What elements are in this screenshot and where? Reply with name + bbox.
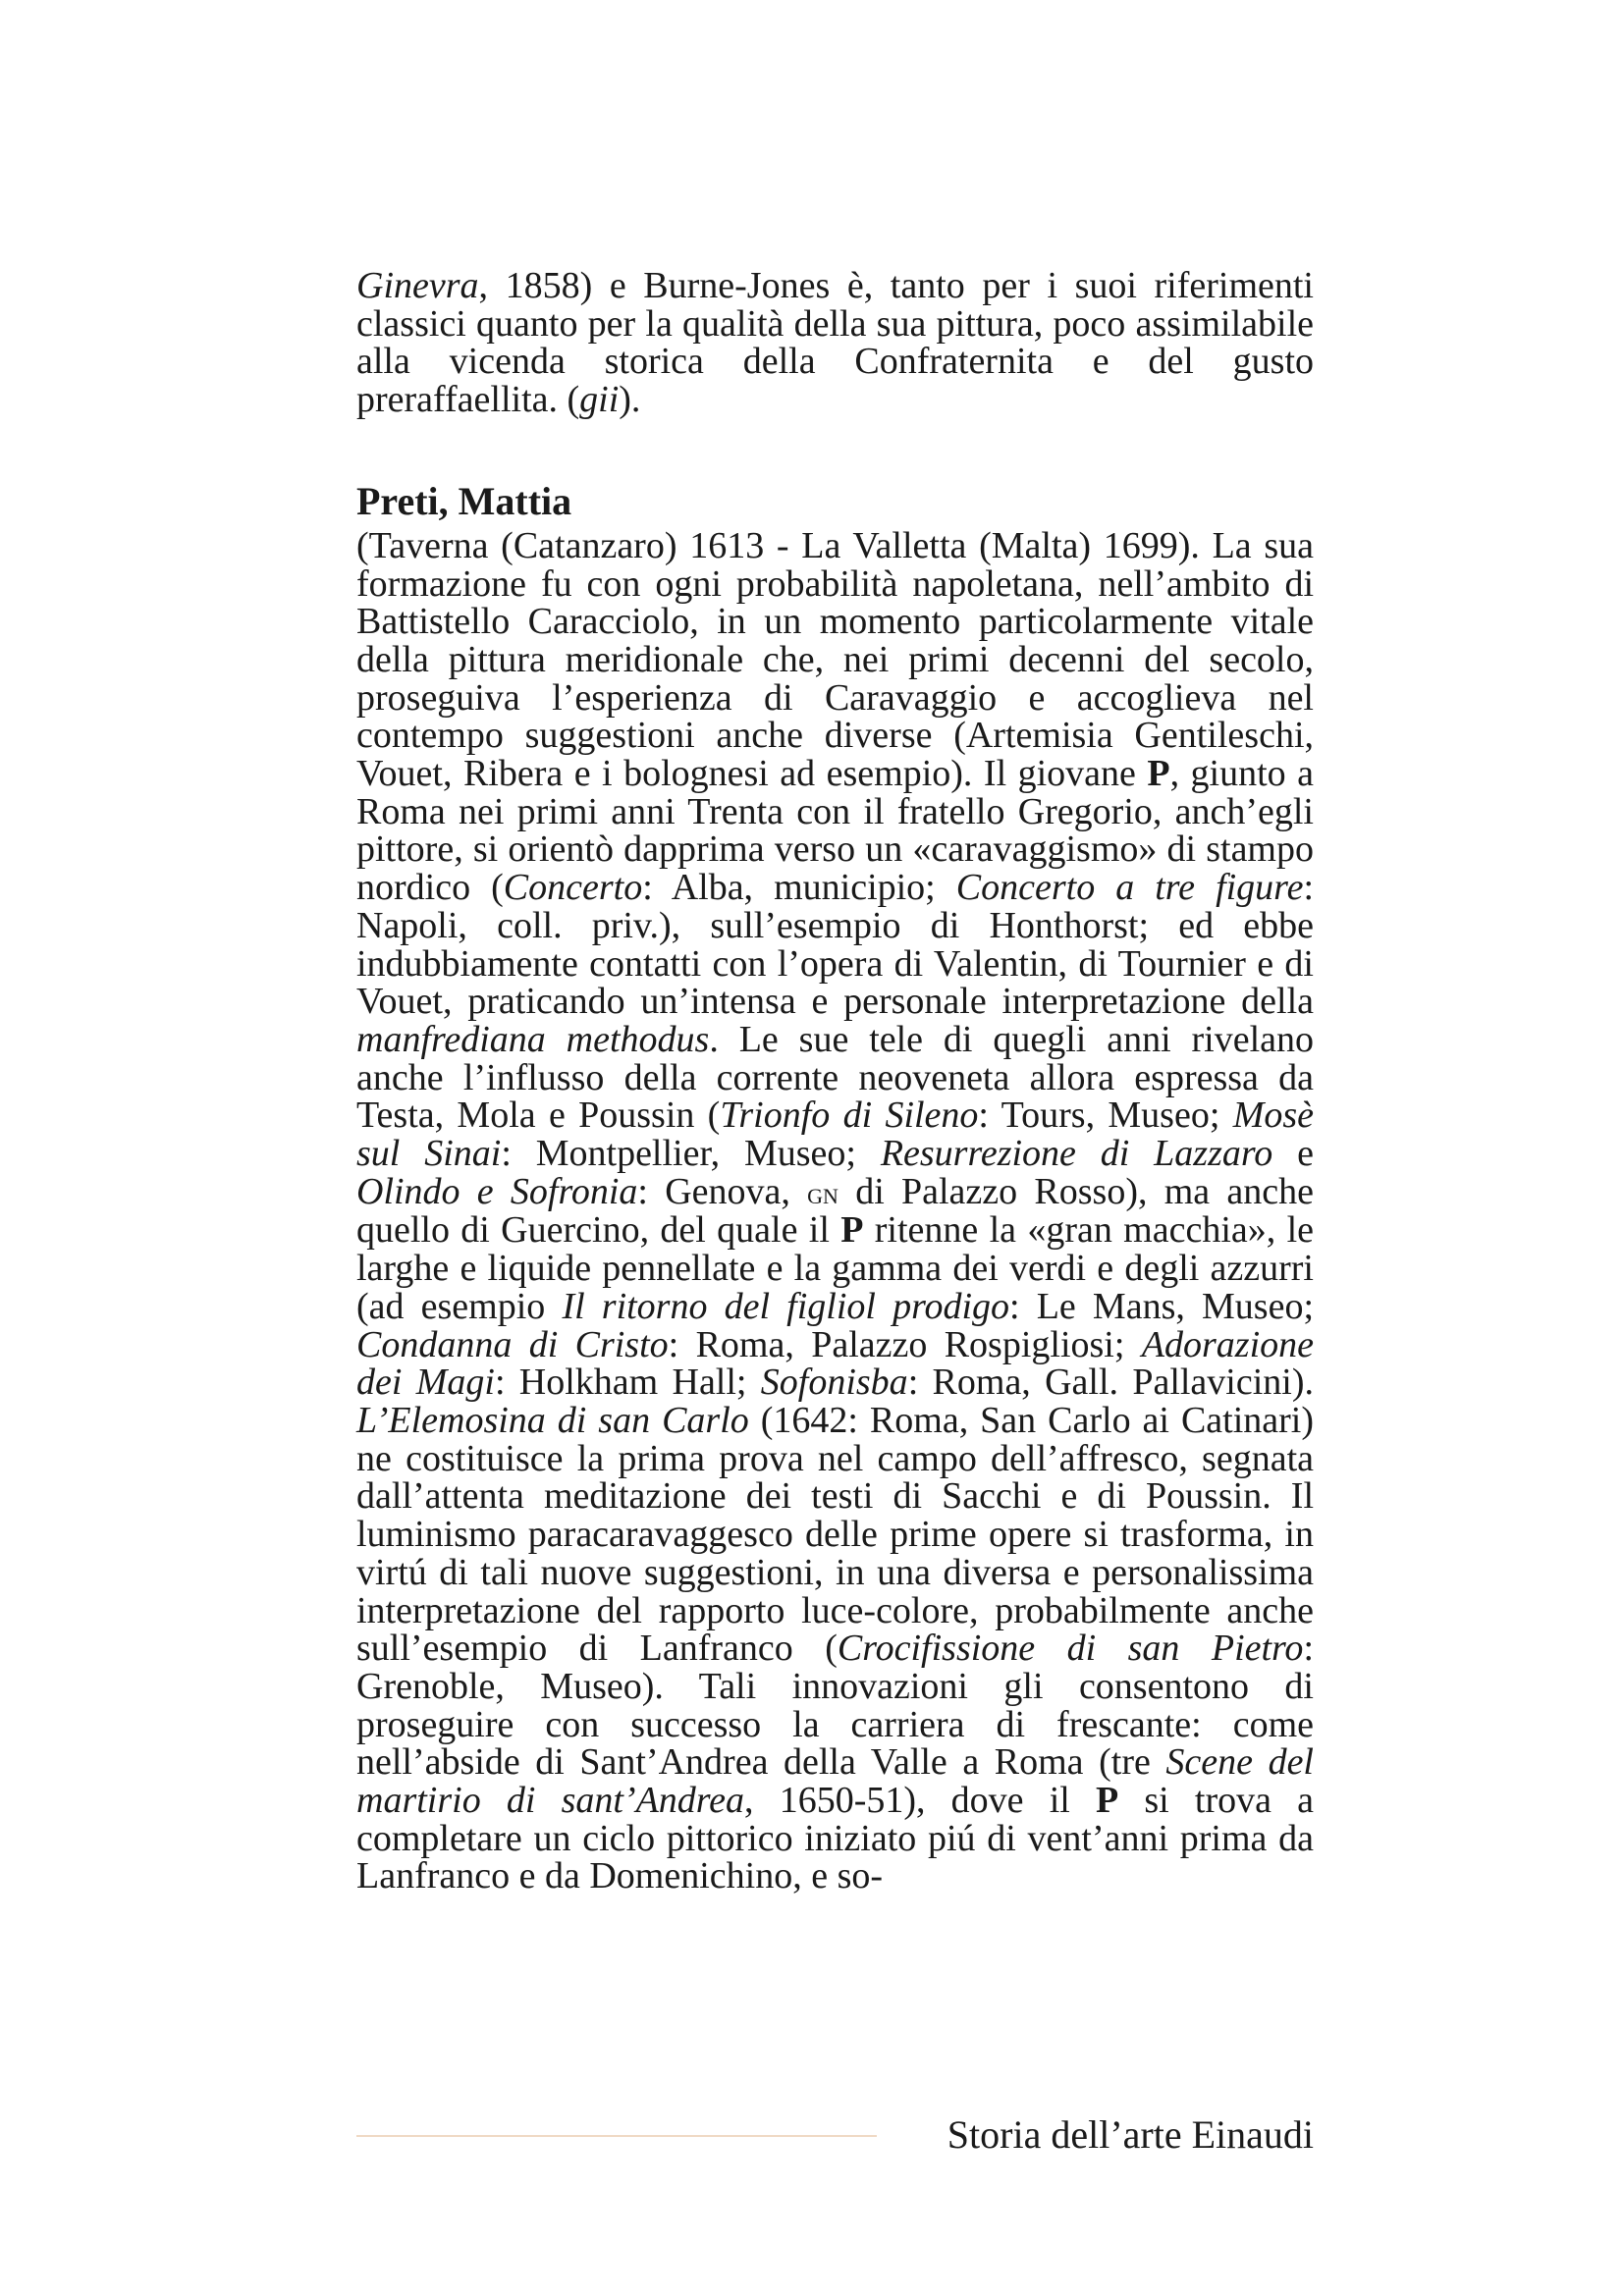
- page-body: [356, 267, 1314, 1896]
- footer-publisher: Storia dell’arte Einaudi: [947, 2112, 1314, 2157]
- author-initials: gii: [579, 379, 620, 421]
- intro-paragraph: Ginevra, 1858) e Burne-Jones è, tanto per i suoi riferimenti classici quanto per la qualità della sua pittura, poco assimilabile alla vicenda storica della Confraternita e del gusto preraffaellita. (gii).: [356, 265, 1314, 421]
- footer-rule: [356, 2135, 877, 2137]
- intro-title: Ginevra: [356, 265, 479, 306]
- page-footer: [356, 2110, 1314, 2160]
- entry-body: (Taverna (Catanzaro) 1613 - La Valletta (Malta) 1699). La sua formazione fu con ogni probabilità napoletana, nell’ambito di Battistello Caracciolo, in un momento particolarmente vitale della pittura meridionale che, nei primi decenni del secolo, proseguiva l’esperienza di Caravaggio e accoglieva nel contempo suggestioni anche diverse (Artemisia Gentileschi, Vouet, Ribera e i bolognesi ad esempio). Il giovane P, giunto a Roma nei primi anni Trenta con il fratello Gregorio, anch’egli pittore, si orientò dapprima verso un «caravaggismo» di stampo nordico (Concerto: Alba, municipio; Concerto a tre figure: Napoli, coll. priv.), sull’esempio di Honthorst; ed ebbe indubbiamente contatti con l’opera di Valentin, di Tournier e di Vouet, praticando un’intensa e personale interpretazione della manfrediana methodus. Le sue tele di quegli anni rivelano anche l’influsso della corrente neoveneta allora espressa da Testa, Mola e Poussin (Trionfo di Sileno: Tours, Museo; Mosè sul Sinai: Montpellier, Museo; Resurrezione di Lazzaro e Olindo e Sofronia: Genova, gn di Palazzo Rosso), ma anche quello di Guercino, del quale il P ritenne la «gran macchia», le larghe e liquide pennellate e la gamma dei verdi e degli azzurri (ad esempio Il ritorno del figliol prodigo: Le Mans, Museo; Condanna di Cristo: Roma, Palazzo Rospigliosi; Adorazione dei Magi: Holkham Hall; Sofonisba: Roma, Gall. Pallavicini). L’Elemosina di san Carlo (1642: Roma, San Carlo ai Catinari) ne costituisce la prima prova nel campo dell’affresco, segnata dall’attenta meditazione dei testi di Sacchi e di Poussin. Il luminismo paracaravaggesco delle prime opere si trasforma, in virtú di tali nuove suggestioni, in una diversa e personalissima interpretazione del rapporto luce-colore, probabilmente anche sull’esempio di Lanfranco (Crocifissione di san Pietro: Grenoble, Museo). Tali innovazioni gli consentono di proseguire con successo la carriera di frescante: come nell’abside di Sant’Andrea della Valle a Roma (tre Scene del martirio di sant’Andrea, 1650-51), dove il P si trova a completare un ciclo pittorico iniziato piú di vent’anni prima da Lanfranco e da Domenichino, e so-: [356, 524, 1315, 1897]
- entry-heading: Preti, Mattia: [356, 478, 572, 523]
